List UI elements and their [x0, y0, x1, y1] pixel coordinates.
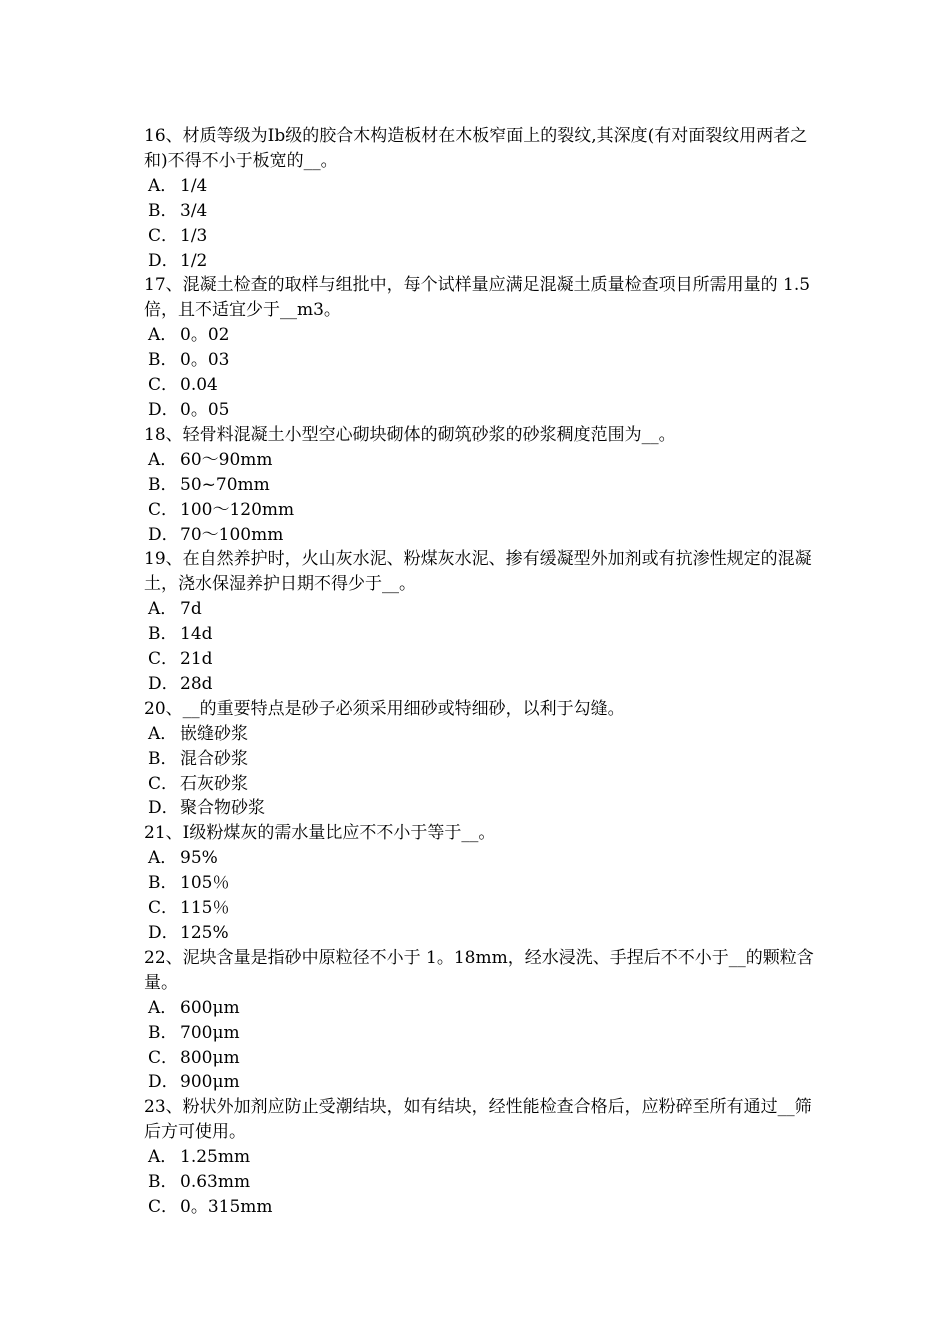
option-letter: B．: [148, 873, 178, 894]
answer-option: [144, 1021, 816, 1046]
option-letter: D．: [148, 923, 179, 943]
option-letter: A．: [148, 997, 178, 1018]
answer-option: [144, 597, 816, 622]
question-block: [144, 946, 816, 1095]
question-list: [144, 124, 816, 1220]
option-value: 100～120mm: [180, 499, 295, 520]
option-value: 900μm: [180, 1072, 240, 1093]
option-value: 0.63mm: [180, 1172, 251, 1193]
option-value: 1/2: [180, 250, 208, 271]
option-value: 0。02: [180, 325, 230, 346]
option-letter: A．: [148, 723, 178, 744]
option-value: 60～90mm: [180, 449, 273, 470]
question-block: [144, 124, 816, 273]
option-value: 600μm: [180, 997, 240, 1018]
question-block: [144, 697, 816, 822]
option-value: 95%: [180, 848, 218, 869]
option-value: 0。05: [180, 399, 230, 420]
option-value: 7d: [180, 599, 202, 620]
answer-option: [144, 1046, 816, 1071]
option-letter: B．: [148, 200, 178, 221]
option-letter: B．: [148, 474, 178, 495]
option-value: 700μm: [180, 1022, 240, 1043]
option-value: 石灰砂浆: [180, 773, 248, 794]
answer-option: [144, 846, 816, 871]
answer-option: [144, 871, 816, 896]
answer-option: [144, 348, 816, 373]
option-letter: B．: [148, 624, 178, 645]
option-letter: A．: [148, 599, 178, 620]
answer-option: [144, 323, 816, 348]
option-letter: D．: [148, 524, 179, 545]
option-letter: B．: [148, 350, 178, 371]
option-value: 1.25mm: [180, 1147, 251, 1168]
answer-option: [144, 174, 816, 199]
option-letter: A．: [148, 175, 178, 196]
answer-option: [144, 1170, 816, 1195]
option-letter: B．: [148, 1172, 178, 1193]
answer-option: [144, 1145, 816, 1170]
answer-option: [144, 199, 816, 224]
answer-option: [144, 747, 816, 772]
option-value: 1/4: [180, 175, 208, 196]
option-value: 115％: [180, 898, 230, 919]
option-value: 0。03: [180, 350, 230, 371]
option-letter: A．: [148, 1147, 178, 1168]
option-letter: D．: [148, 1072, 179, 1093]
answer-option: [144, 722, 816, 747]
question-text: 18、轻骨料混凝土小型空心砌块砌体的砌筑砂浆的砂浆稠度范围为__。: [144, 424, 676, 445]
option-letter: C．: [148, 375, 179, 396]
option-value: 105％: [180, 873, 230, 894]
answer-option: [144, 647, 816, 672]
option-value: 50~70mm: [180, 474, 270, 495]
option-letter: C．: [148, 499, 179, 520]
answer-option: [144, 996, 816, 1021]
option-letter: A．: [148, 325, 178, 346]
answer-option: [144, 498, 816, 523]
question-block: [144, 1095, 816, 1220]
option-letter: C．: [148, 898, 179, 919]
option-value: 28d: [180, 673, 213, 694]
option-value: 21d: [180, 649, 213, 670]
question-block: [144, 821, 816, 946]
question-text: 23、粉状外加剂应防止受潮结块，如有结块，经性能检查合格后，应粉碎至所有通过__筛后方可使用。: [144, 1097, 812, 1143]
question-text: 22、泥块含量是指砂中原粒径不小于 1。18mm，经水浸洗、手捏后不不小于__的颗粒含量。: [144, 947, 814, 993]
option-letter: B．: [148, 1022, 178, 1043]
answer-option: [144, 473, 816, 498]
answer-option: [144, 373, 816, 398]
question-text: 19、在自然养护时，火山灰水泥、粉煤灰水泥、掺有缓凝型外加剂或有抗渗性规定的混凝土，浇水保湿养护日期不得少于__。: [144, 549, 812, 595]
option-value: 1/3: [180, 225, 208, 246]
option-letter: A．: [148, 848, 178, 869]
question-text: 17、混凝土检查的取样与组批中，每个试样量应满足混凝土质量检查项目所需用量的 1.5 倍，且不适宜少于__m3。: [144, 275, 816, 321]
answer-option: [144, 448, 816, 473]
question-text: 21、Ⅰ级粉煤灰的需水量比应不不小于等于__。: [144, 823, 496, 844]
question-block: [144, 547, 816, 696]
option-value: 0.04: [180, 375, 218, 396]
answer-option: [144, 224, 816, 249]
answer-option: [144, 921, 816, 946]
option-value: 嵌缝砂浆: [180, 723, 248, 744]
answer-option: [144, 772, 816, 797]
option-letter: C．: [148, 1047, 179, 1068]
question-block: [144, 273, 816, 422]
option-value: 0。315mm: [180, 1196, 273, 1217]
option-value: 70～100mm: [180, 524, 284, 545]
option-letter: D．: [148, 798, 179, 819]
answer-option: [144, 249, 816, 274]
option-value: 125%: [180, 923, 229, 943]
option-letter: D．: [148, 673, 179, 694]
option-letter: B．: [148, 748, 178, 769]
option-letter: D．: [148, 399, 179, 420]
answer-option: [144, 1195, 816, 1220]
option-letter: C．: [148, 225, 179, 246]
option-letter: D．: [148, 250, 179, 271]
answer-option: [144, 796, 816, 821]
answer-option: [144, 398, 816, 423]
option-value: 混合砂浆: [180, 748, 248, 769]
question-text: 16、材质等级为Ⅰb级的胶合木构造板材在木板窄面上的裂纹,其深度(有对面裂纹用两者之和)不得不小于板宽的__。: [144, 126, 808, 171]
option-letter: C．: [148, 1196, 179, 1217]
option-letter: C．: [148, 773, 179, 794]
option-letter: C．: [148, 649, 179, 670]
answer-option: [144, 896, 816, 921]
answer-option: [144, 672, 816, 697]
answer-option: [144, 1070, 816, 1095]
option-value: 800μm: [180, 1047, 240, 1068]
question-block: [144, 423, 816, 548]
answer-option: [144, 622, 816, 647]
option-value: 14d: [180, 624, 213, 645]
option-value: 聚合物砂浆: [180, 798, 265, 819]
answer-option: [144, 523, 816, 548]
option-letter: A．: [148, 449, 178, 470]
question-text: 20、__的重要特点是砂子必须采用细砂或特细砂，以利于勾缝。: [144, 698, 625, 719]
option-value: 3/4: [180, 200, 208, 221]
